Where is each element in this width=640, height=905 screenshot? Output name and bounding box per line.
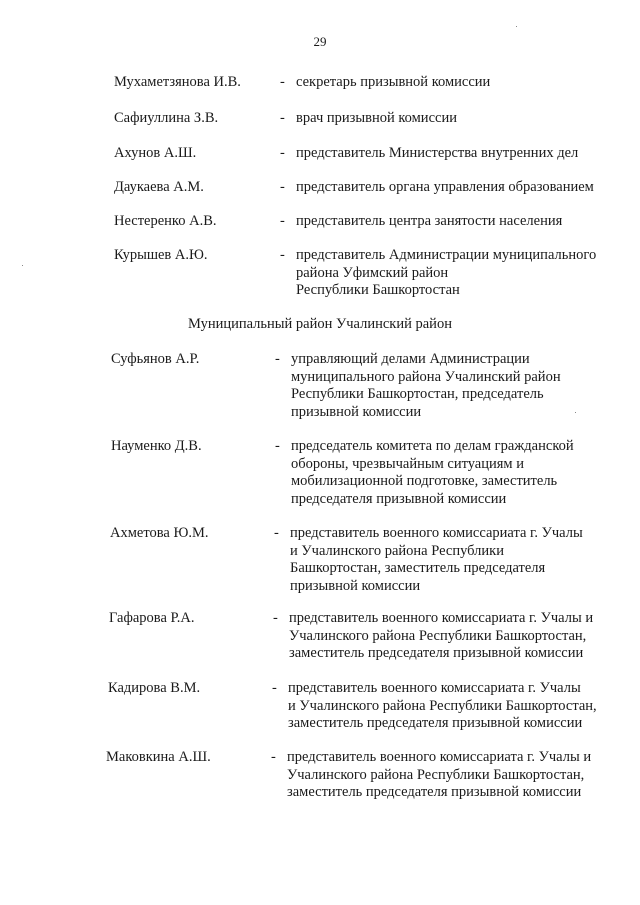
member-name: Сафиуллина З.В.	[114, 110, 219, 126]
member-role: представитель Администрации муниципального района Уфимский район Республики Башкортостан	[296, 247, 597, 299]
member-role: представитель центра занятости населения	[296, 213, 563, 229]
member-role: председатель комитета по делам гражданской обороны, чрезвычайным ситуациям и мобилизационной подготовке, заместитель председателя призывной комиссии	[291, 438, 574, 507]
entry-dash: -	[280, 145, 285, 161]
entry-dash: -	[280, 74, 285, 90]
entry-dash: -	[274, 525, 279, 541]
scan-speck	[22, 265, 23, 266]
member-name: Кадирова В.М.	[108, 680, 201, 696]
scan-speck	[516, 26, 517, 27]
entry-dash: -	[280, 179, 285, 195]
member-role: представитель военного комиссариата г. Учалы и Учалинского района Республики Башкортостан, заместитель председателя призывной комиссии	[289, 610, 594, 662]
section-title: Муниципальный район Учалинский район	[188, 316, 452, 332]
entry-dash: -	[271, 749, 276, 765]
entry-dash: -	[275, 438, 280, 454]
entry-dash: -	[272, 680, 277, 696]
member-name: Даукаева А.М.	[114, 179, 204, 195]
member-role: представитель военного комиссариата г. Учалы и Учалинского района Республики Башкортостан, заместитель председателя призывной комиссии	[288, 680, 597, 732]
member-name: Суфьянов А.Р.	[111, 351, 200, 367]
member-name: Нестеренко А.В.	[114, 213, 217, 229]
member-role: представитель органа управления образованием	[296, 179, 594, 195]
scan-speck	[575, 412, 576, 413]
member-name: Курышев А.Ю.	[114, 247, 208, 263]
member-role: представитель военного комиссариата г. Учалы и Учалинского района Республики Башкортостан, заместитель председателя призывной комиссии	[290, 525, 583, 594]
page-number: 29	[313, 34, 327, 49]
member-role: представитель военного комиссариата г. Учалы и Учалинского района Республики Башкортостан, заместитель председателя призывной комиссии	[287, 749, 592, 801]
member-name: Маковкина А.Ш.	[106, 749, 211, 765]
member-role: управляющий делами Администрации муниципального района Учалинский район Республики Башкортостан, председатель призывной комиссии	[291, 351, 561, 420]
member-name: Ахунов А.Ш.	[114, 145, 197, 161]
member-name: Ахметова Ю.М.	[110, 525, 209, 541]
member-role: врач призывной комиссии	[296, 110, 457, 126]
member-role: представитель Министерства внутренних дел	[296, 145, 579, 161]
member-name: Науменко Д.В.	[111, 438, 202, 454]
member-name: Гафарова Р.А.	[109, 610, 195, 626]
entry-dash: -	[275, 351, 280, 367]
entry-dash: -	[280, 213, 285, 229]
member-name: Мухаметзянова И.В.	[114, 74, 241, 90]
member-role: секретарь призывной комиссии	[296, 74, 491, 90]
entry-dash: -	[273, 610, 278, 626]
entry-dash: -	[280, 110, 285, 126]
entry-dash: -	[280, 247, 285, 263]
